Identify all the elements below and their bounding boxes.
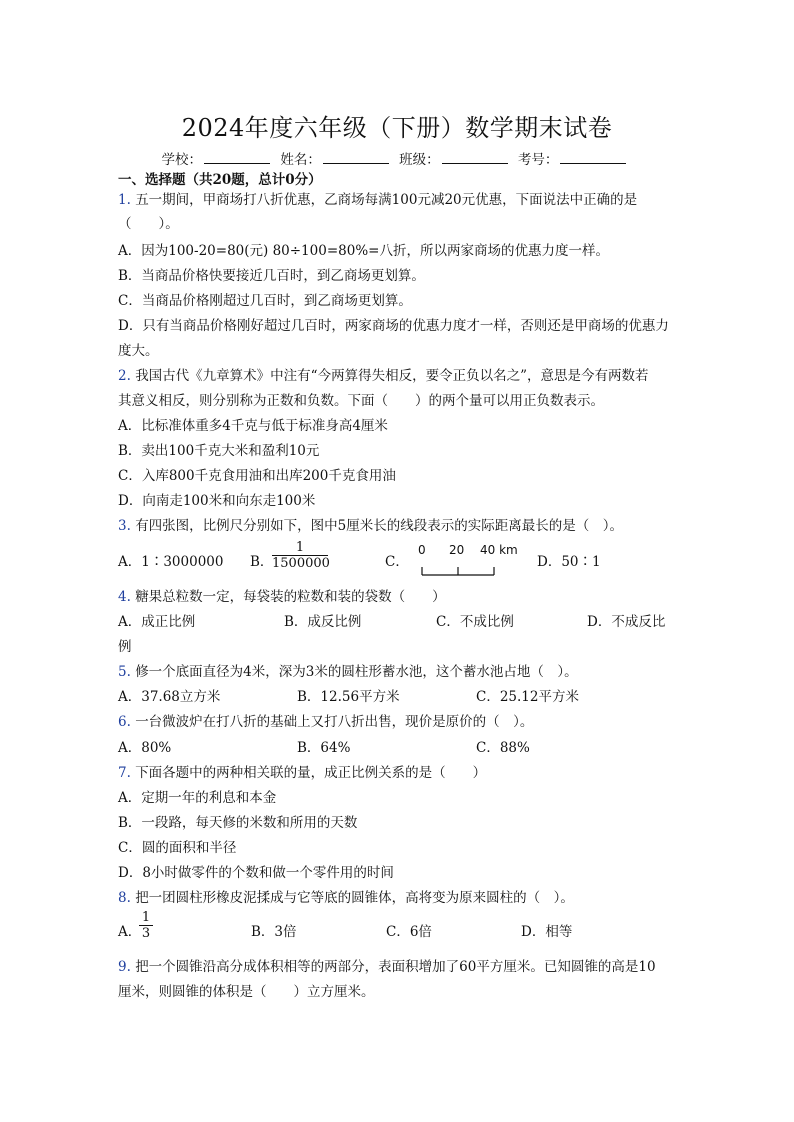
scale-tick-label-20: 20	[449, 543, 465, 557]
student-info-row	[0, 148, 794, 168]
q3-b-denominator: 1500000	[272, 556, 330, 571]
q2-option-d[interactable]: D．向南走100米和向东走100米	[118, 493, 316, 509]
q1-number: 1.	[118, 192, 131, 208]
q8-option-a-fraction	[139, 910, 153, 941]
q8-option-d[interactable]: D．相等	[521, 924, 573, 940]
q1-option-a[interactable]: A．因为100-20=80(元) 80÷100=80%=八折，所以两家商场的优惠力度一样。	[118, 243, 609, 259]
q4-number: 4.	[118, 589, 131, 605]
q2-stem-text: 我国古代《九章算术》中注有“今两算得失相反，要令正负以名之”，意思是今有两数若	[135, 368, 649, 384]
q5-option-a[interactable]: A．37.68立方米	[118, 689, 221, 705]
q5-option-c[interactable]: C．25.12平方米	[476, 689, 579, 705]
q3-option-b-label[interactable]: B．	[250, 554, 274, 570]
q9-stem-line2: 厘米，则圆锥的体积是（ ）立方厘米。	[118, 984, 375, 1000]
class-label: 班级：	[399, 152, 440, 168]
q4-option-d-cont: 例	[118, 639, 132, 655]
class-blank[interactable]	[442, 151, 508, 164]
q4-option-b[interactable]: B．成反比例	[284, 614, 362, 630]
q6-stem-text: 一台微波炉在打八折的基础上又打八折出售，现价是原价的（ ）。	[135, 714, 534, 730]
q6-option-a[interactable]: A．80%	[118, 740, 172, 756]
scale-tick-label-40km: 40 km	[480, 543, 518, 557]
section-heading: 一、选择题（共20题，总计0分）	[118, 172, 322, 188]
scale-bar-graphic	[418, 563, 498, 579]
q8-a-denominator: 3	[141, 926, 151, 941]
q6-number: 6.	[118, 714, 131, 730]
q3-stem-text: 有四张图，比例尺分别如下，图中5厘米长的线段表示的实际距离最长的是（ ）。	[135, 518, 624, 534]
q7-option-c[interactable]: C．圆的面积和半径	[118, 840, 237, 856]
q8-option-b[interactable]: B．3倍	[251, 924, 297, 940]
q1-stem-text: 五一期间，甲商场打八折优惠，乙商场每满100元减20元优惠，下面说法中正确的是	[135, 192, 638, 208]
q8-stem-text: 把一团圆柱形橡皮泥揉成与它等底的圆锥体，高将变为原来圆柱的（ ）。	[135, 890, 574, 906]
q7-option-d[interactable]: D．8小时做零件的个数和做一个零件用的时间	[118, 865, 394, 881]
q1-option-c[interactable]: C．当商品价格刚超过几百时，到乙商场更划算。	[118, 293, 412, 309]
q1-option-d[interactable]: D．只有当商品价格刚好超过几百时，两家商场的优惠力度才一样，否则还是甲商场的优惠力	[118, 318, 669, 334]
exam-number-blank[interactable]	[560, 151, 626, 164]
q3-option-d[interactable]: D．50∶1	[537, 554, 601, 570]
q3-b-numerator: 1	[295, 540, 305, 555]
q5-number: 5.	[118, 664, 131, 680]
exam-number-label: 考号：	[517, 152, 559, 168]
q2-number: 2.	[118, 368, 131, 384]
name-blank[interactable]	[323, 151, 389, 164]
q7-option-b[interactable]: B．一段路，每天修的米数和所用的天数	[118, 815, 358, 831]
q1-stem-line2: （ ）。	[118, 216, 179, 232]
q6-option-b[interactable]: B．64%	[297, 740, 351, 756]
q1-stem-line1	[118, 188, 637, 208]
exam-title: 2024年度六年级（下册）数学期末试卷	[181, 114, 613, 142]
q7-stem-text: 下面各题中的两种相关联的量，成正比例关系的是（ ）	[135, 765, 487, 781]
school-blank[interactable]	[204, 151, 270, 164]
school-label: 学校：	[161, 152, 203, 168]
q1-option-b[interactable]: B．当商品价格快要接近几百时，到乙商场更划算。	[118, 268, 425, 284]
q3-stem	[118, 514, 623, 534]
q7-number: 7.	[118, 765, 131, 781]
q4-stem	[118, 585, 446, 605]
q2-stem-line1	[118, 364, 649, 384]
q9-number: 9.	[118, 959, 131, 975]
q9-stem-text: 把一个圆锥沿高分成体积相等的两部分，表面积增加了60平方厘米。已知圆锥的高是10	[135, 959, 656, 975]
q4-option-c[interactable]: C．不成比例	[436, 614, 514, 630]
q6-option-c[interactable]: C．88%	[476, 740, 530, 756]
q2-option-c[interactable]: C．入库800千克食用油和出库200千克食用油	[118, 468, 396, 484]
q8-a-numerator: 1	[141, 910, 151, 925]
q3-option-c-label[interactable]: C．	[385, 554, 409, 570]
scale-tick-label-0: 0	[418, 543, 426, 557]
q3-number: 3.	[118, 518, 131, 534]
q4-option-d[interactable]: D．不成反比	[587, 614, 666, 630]
q2-option-a[interactable]: A．比标准体重多4千克与低于标准身高4厘米	[118, 418, 388, 434]
q7-option-a[interactable]: A．定期一年的利息和本金	[118, 790, 277, 806]
q3-option-b-fraction	[272, 540, 328, 571]
q4-stem-text: 糖果总粒数一定，每袋装的粒数和装的袋数（ ）	[135, 589, 446, 605]
q5-stem	[118, 660, 578, 680]
q4-option-a[interactable]: A．成正比例	[118, 614, 196, 630]
q8-number: 8.	[118, 890, 131, 906]
q1-option-d-cont: 度大。	[118, 343, 159, 359]
q8-option-a-label[interactable]: A．	[118, 924, 142, 940]
name-label: 姓名：	[280, 152, 321, 168]
q2-stem-line2: 其意义相反，则分别称为正数和负数。下面（ ）的两个量可以用正负数表示。	[118, 393, 604, 409]
q6-stem	[118, 710, 533, 730]
q7-stem	[118, 761, 486, 781]
q8-stem	[118, 886, 574, 906]
q3-option-a[interactable]: A．1∶3000000	[118, 554, 224, 570]
q5-option-b[interactable]: B．12.56平方米	[297, 689, 400, 705]
q5-stem-text: 修一个底面直径为4米，深为3米的圆柱形蓄水池，这个蓄水池占地（ ）。	[135, 664, 578, 680]
q2-option-b[interactable]: B．卖出100千克大米和盈利10元	[118, 443, 320, 459]
q9-stem-line1	[118, 955, 656, 975]
q8-option-c[interactable]: C．6倍	[386, 924, 432, 940]
